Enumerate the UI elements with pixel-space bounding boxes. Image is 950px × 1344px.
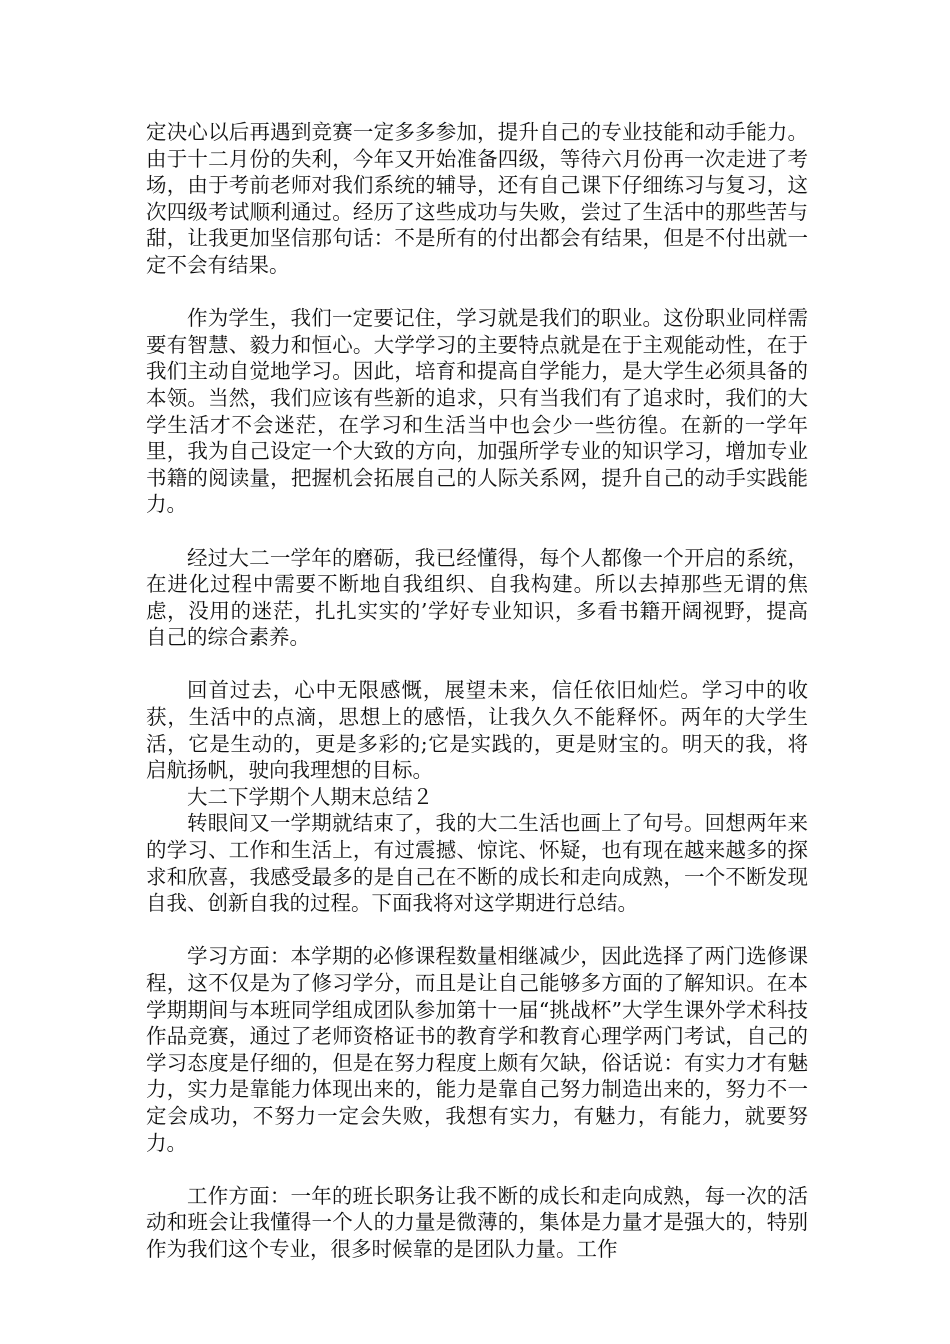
paragraph-looking-back: 回首过去，心中无限感慨，展望未来，信任依旧灿烂。学习中的收获，生活中的点滴，思想上的感悟，让我久久不能释怀。两年的大学生活，它是生动的，更是多彩的;它是实践的，更是财宝的。明天的我，将启航扬帆，驶向我理想的目标。 bbox=[146, 678, 808, 783]
section-heading-summary-2: 大二下学期个人期末总结２ bbox=[187, 784, 433, 809]
document-page bbox=[146, 119, 808, 1263]
paragraph-student-duty: 作为学生，我们一定要记住，学习就是我们的职业。这份职业同样需要有智慧、毅力和恒心。大学学习的主要特点就是在于主观能动性，在于我们主动自觉地学习。因此，培育和提高自学能力，是大学生必须具备的本领。当然，我们应该有些新的追求，只有当我们有了追求时，我们的大学生活才不会迷茫，在学习和生活当中也会少一些彷徨。在新的一学年里，我为自己设定一个大致的方向，加强所学专业的知识学习，增加专业书籍的阅读量，把握机会拓展自己的人际关系网，提升自己的动手实践能力。 bbox=[146, 306, 808, 517]
paragraph-work: 工作方面：一年的班长职务让我不断的成长和走向成熟，每一次的活动和班会让我懂得一个人的力量是微薄的，集体是力量才是强大的，特别作为我们这个专业，很多时候靠的是团队力量。工作 bbox=[146, 1183, 808, 1261]
paragraph-study: 学习方面：本学期的必修课程数量相继减少，因此选择了两门选修课程，这不仅是为了修习学分，而且是让自己能够多方面的了解知识。在本学期期间与本班同学组成团队参加第十一届“挑战杯”大学生课外学术科技作品竞赛，通过了老师资格证书的教育学和教育心理学两门考试，自己的学习态度是仔细的，但是在努力程度上颇有欠缺，俗话说：有实力才有魅力，实力是靠能力体现出来的，能力是靠自己努力制造出来的，努力不一定会成功，不努力一定会失败，我想有实力，有魅力，有能力，就要努力。 bbox=[146, 944, 808, 1155]
paragraph-sophomore-growth: 经过大二一学年的磨砺，我已经懂得，每个人都像一个开启的系统，在进化过程中需要不断地自我组织、自我构建。所以去掉那些无谓的焦虑，没用的迷茫，扎扎实实的’学好专业知识，多看书籍开阔视野，提高自己的综合素养。 bbox=[146, 545, 808, 650]
paragraph-continuation: 定决心以后再遇到竞赛一定多多参加，提升自己的专业技能和动手能力。由于十二月份的失利，今年又开始准备四级，等待六月份再一次走进了考场，由于考前老师对我们系统的辅导，还有自己课下仔细练习与复习，这次四级考试顺利通过。经历了这些成功与失败，尝过了生活中的那些苦与甜，让我更加坚信那句话：不是所有的付出都会有结果，但是不付出就一定不会有结果。 bbox=[146, 120, 808, 277]
paragraph-semester-intro: 转眼间又一学期就结束了，我的大二生活也画上了句号。回想两年来的学习、工作和生活上，有过震撼、惊诧、怀疑，也有现在越来越多的探求和欣喜，我感受最多的是自己在不断的成长和走向成熟，一个不断发现自我、创新自我的过程。下面我将对这学期进行总结。 bbox=[146, 811, 808, 916]
